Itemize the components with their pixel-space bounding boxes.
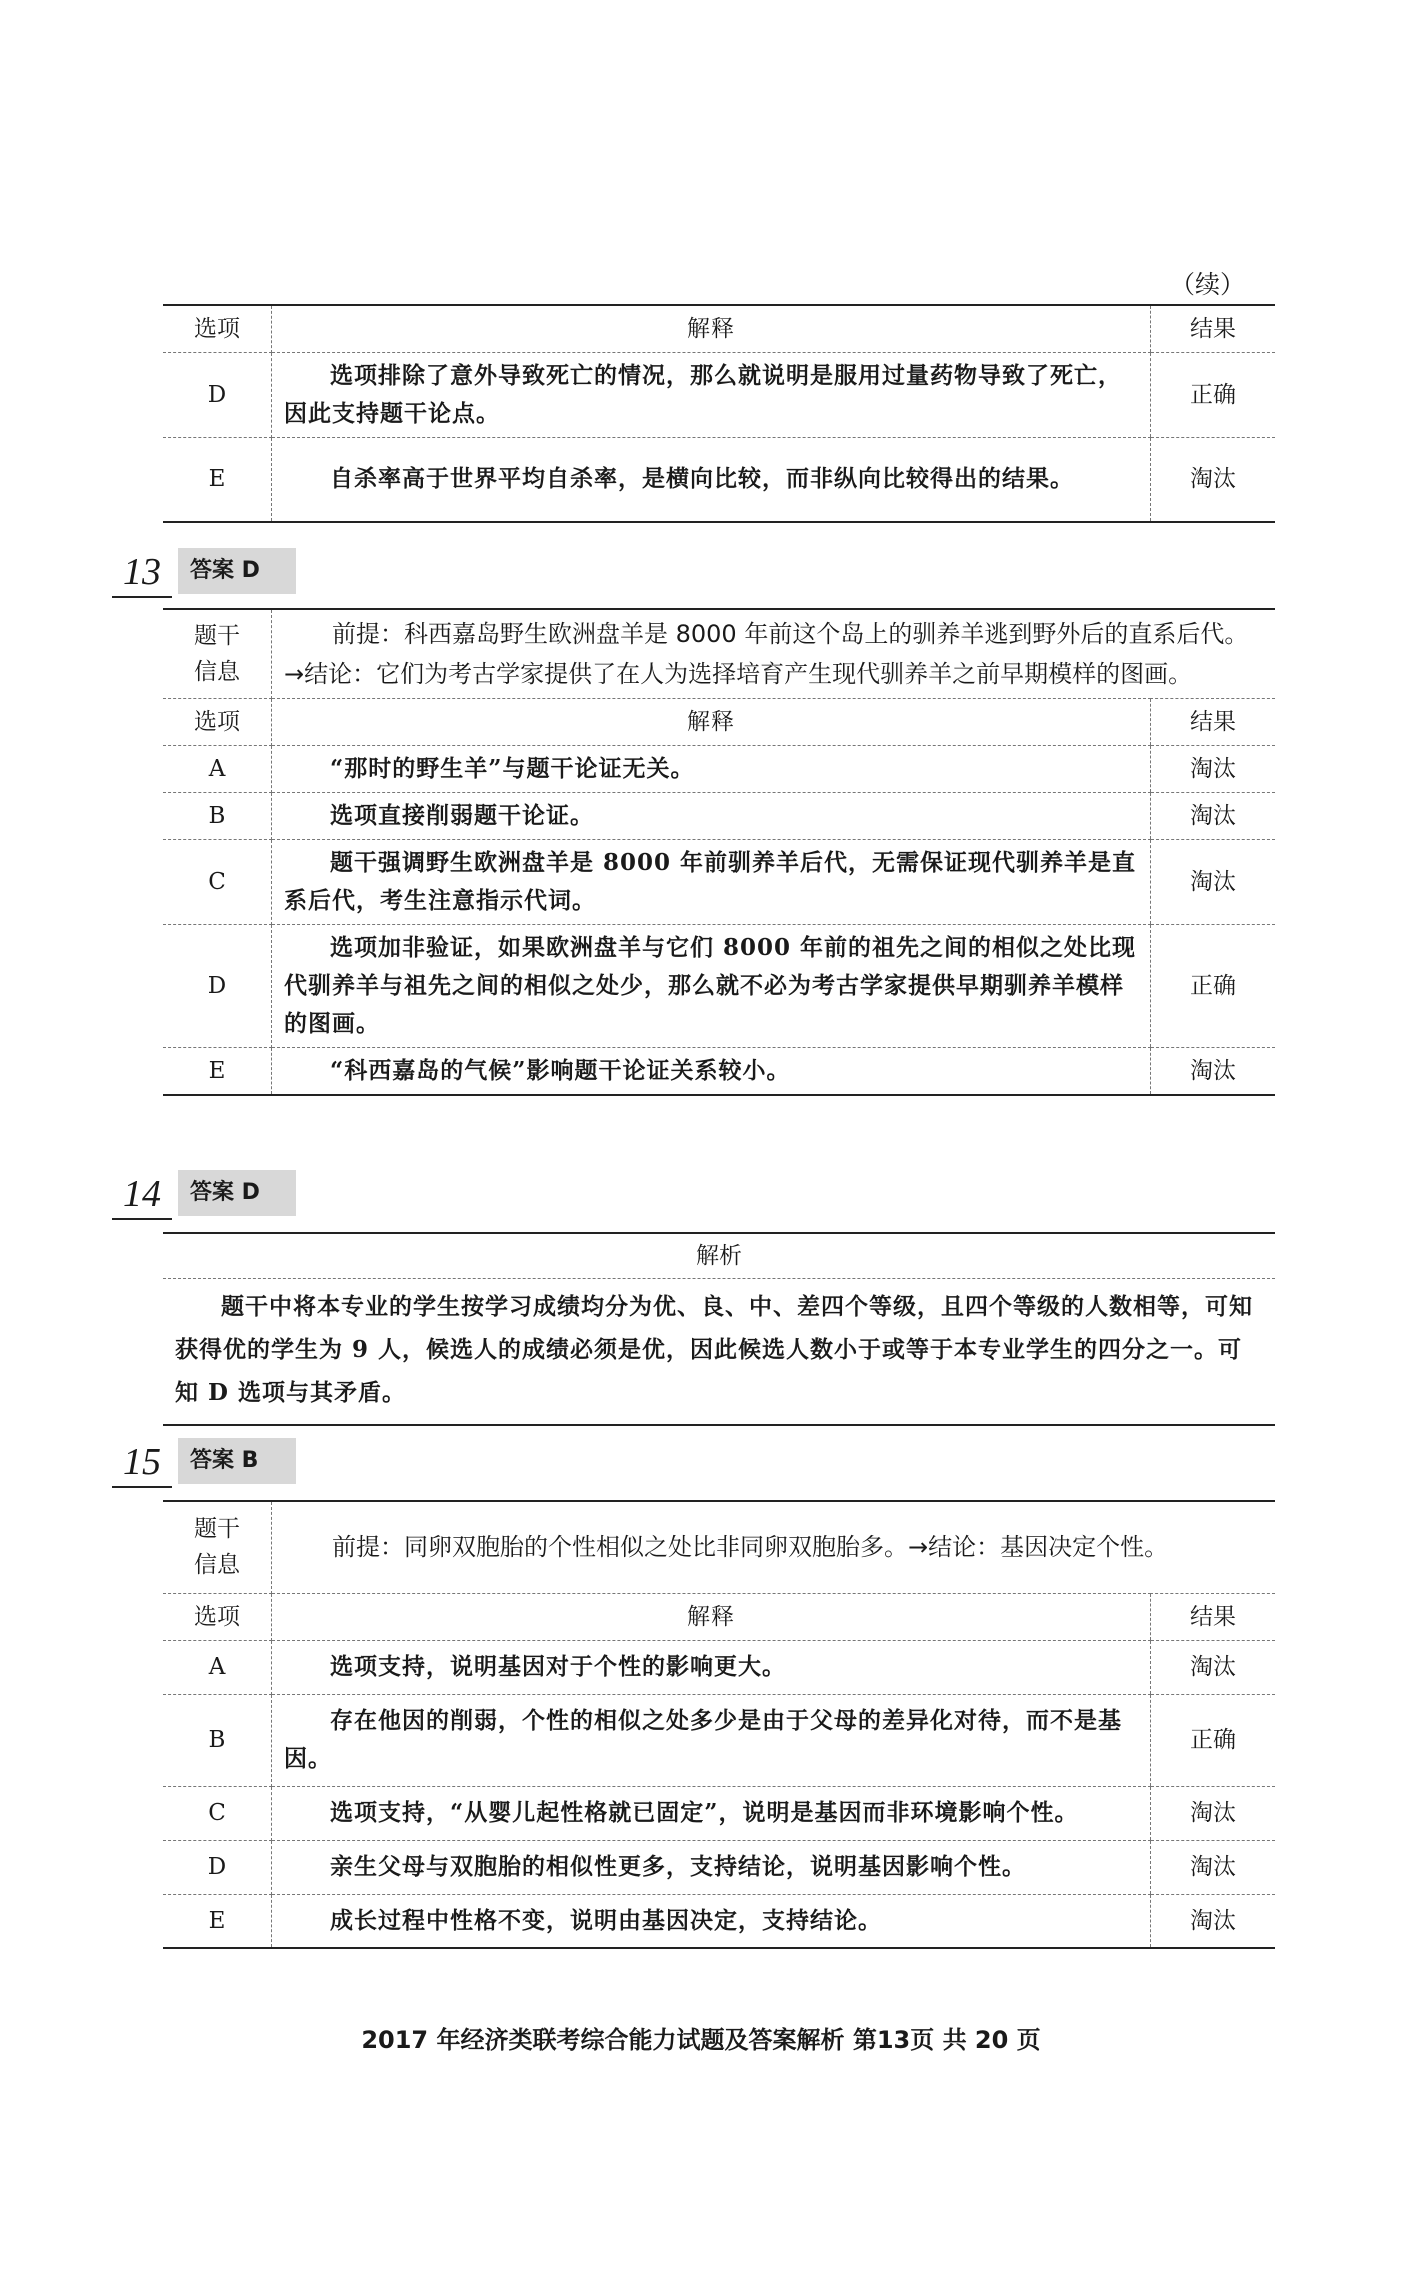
option-letter: E <box>163 1048 272 1096</box>
option-explanation: 自杀率高于世界平均自杀率，是横向比较，而非纵向比较得出的结果。 <box>272 438 1151 522</box>
table-row <box>163 1694 1275 1786</box>
table-row <box>163 793 1275 840</box>
header-result: 结果 <box>1151 699 1276 746</box>
answer-badge: 答案 D <box>178 548 296 594</box>
question-number: 14 <box>112 1170 172 1220</box>
option-explanation: 选项直接削弱题干论证。 <box>272 793 1151 840</box>
q12-table <box>163 304 1275 523</box>
question-number: 15 <box>112 1438 172 1488</box>
option-result: 淘汰 <box>1151 1840 1276 1894</box>
header-explanation: 解释 <box>272 1593 1151 1640</box>
option-result: 淘汰 <box>1151 746 1276 793</box>
option-letter: A <box>163 1640 272 1694</box>
option-explanation: 选项支持，说明基因对于个性的影响更大。 <box>272 1640 1151 1694</box>
header-explanation: 解释 <box>272 305 1151 353</box>
analysis-text: 题干中将本专业的学生按学习成绩均分为优、良、中、差四个等级，且四个等级的人数相等，可知获得优的学生为 9 人，候选人的成绩必须是优，因此候选人数小于或等于本专业学生的四分之一。可知 D 选项与其矛盾。 <box>163 1279 1275 1426</box>
option-letter: E <box>163 438 272 522</box>
table-row <box>163 1640 1275 1694</box>
q13-table <box>163 608 1275 1096</box>
table-row <box>163 1048 1275 1096</box>
table-row <box>163 1786 1275 1840</box>
option-result: 淘汰 <box>1151 1894 1276 1948</box>
table-header-row <box>163 1593 1275 1640</box>
table-row <box>163 1894 1275 1948</box>
option-result: 正确 <box>1151 353 1276 438</box>
table-header-row <box>163 305 1275 353</box>
option-letter: B <box>163 793 272 840</box>
option-letter: A <box>163 746 272 793</box>
option-explanation: 亲生父母与双胞胎的相似性更多，支持结论，说明基因影响个性。 <box>272 1840 1151 1894</box>
option-result: 淘汰 <box>1151 1640 1276 1694</box>
option-explanation: “那时的野生羊”与题干论证无关。 <box>272 746 1151 793</box>
option-letter: D <box>163 925 272 1048</box>
option-result: 正确 <box>1151 925 1276 1048</box>
page-footer: 2017 年经济类联考综合能力试题及答案解析 第13页 共 20 页 <box>361 2026 1041 2054</box>
header-option: 选项 <box>163 1593 272 1640</box>
table-row <box>163 925 1275 1048</box>
header-result: 结果 <box>1151 1593 1276 1640</box>
option-letter: E <box>163 1894 272 1948</box>
analysis-label: 解析 <box>163 1232 1275 1279</box>
option-explanation: 存在他因的削弱，个性的相似之处多少是由于父母的差异化对待，而不是基因。 <box>272 1694 1151 1786</box>
header-option: 选项 <box>163 699 272 746</box>
answer-badge: 答案 D <box>178 1170 296 1216</box>
stem-label: 题干 信息 <box>163 609 272 699</box>
option-result: 淘汰 <box>1151 1048 1276 1096</box>
option-result: 淘汰 <box>1151 1786 1276 1840</box>
option-explanation: 成长过程中性格不变，说明由基因决定，支持结论。 <box>272 1894 1151 1948</box>
header-explanation: 解释 <box>272 699 1151 746</box>
option-letter: D <box>163 353 272 438</box>
stem-text: 前提：同卵双胞胎的个性相似之处比非同卵双胞胎多。→结论：基因决定个性。 <box>272 1501 1276 1593</box>
table-row <box>163 1840 1275 1894</box>
option-letter: D <box>163 1840 272 1894</box>
option-letter: C <box>163 1786 272 1840</box>
option-explanation: 选项加非验证，如果欧洲盘羊与它们 8000 年前的祖先之间的相似之处比现代驯养羊与祖先之间的相似之处少，那么就不必为考古学家提供早期驯养羊模样的图画。 <box>272 925 1151 1048</box>
table-row <box>163 353 1275 438</box>
option-explanation: “科西嘉岛的气候”影响题干论证关系较小。 <box>272 1048 1151 1096</box>
stem-row <box>163 609 1275 699</box>
option-explanation: 题干强调野生欧洲盘羊是 8000 年前驯养羊后代，无需保证现代驯养羊是直系后代，考生注意指示代词。 <box>272 840 1151 925</box>
option-letter: C <box>163 840 272 925</box>
option-result: 淘汰 <box>1151 840 1276 925</box>
header-result: 结果 <box>1151 305 1276 353</box>
table-row <box>163 840 1275 925</box>
header-option: 选项 <box>163 305 272 353</box>
continued-label: （续） <box>1169 270 1245 299</box>
stem-row <box>163 1501 1275 1593</box>
q15-table <box>163 1500 1275 1949</box>
option-explanation: 选项排除了意外导致死亡的情况，那么就说明是服用过量药物导致了死亡，因此支持题干论点。 <box>272 353 1151 438</box>
answer-badge: 答案 B <box>178 1438 296 1484</box>
q14-analysis <box>163 1232 1275 1426</box>
stem-text: 前提：科西嘉岛野生欧洲盘羊是 8000 年前这个岛上的驯养羊逃到野外后的直系后代。→结论：它们为考古学家提供了在人为选择培育产生现代驯养羊之前早期模样的图画。 <box>272 609 1276 699</box>
option-result: 淘汰 <box>1151 438 1276 522</box>
option-result: 淘汰 <box>1151 793 1276 840</box>
stem-label: 题干 信息 <box>163 1501 272 1593</box>
option-explanation: 选项支持，“从婴儿起性格就已固定”，说明是基因而非环境影响个性。 <box>272 1786 1151 1840</box>
table-header-row <box>163 699 1275 746</box>
table-row <box>163 746 1275 793</box>
option-letter: B <box>163 1694 272 1786</box>
option-result: 正确 <box>1151 1694 1276 1786</box>
table-row <box>163 438 1275 522</box>
question-number: 13 <box>112 548 172 598</box>
